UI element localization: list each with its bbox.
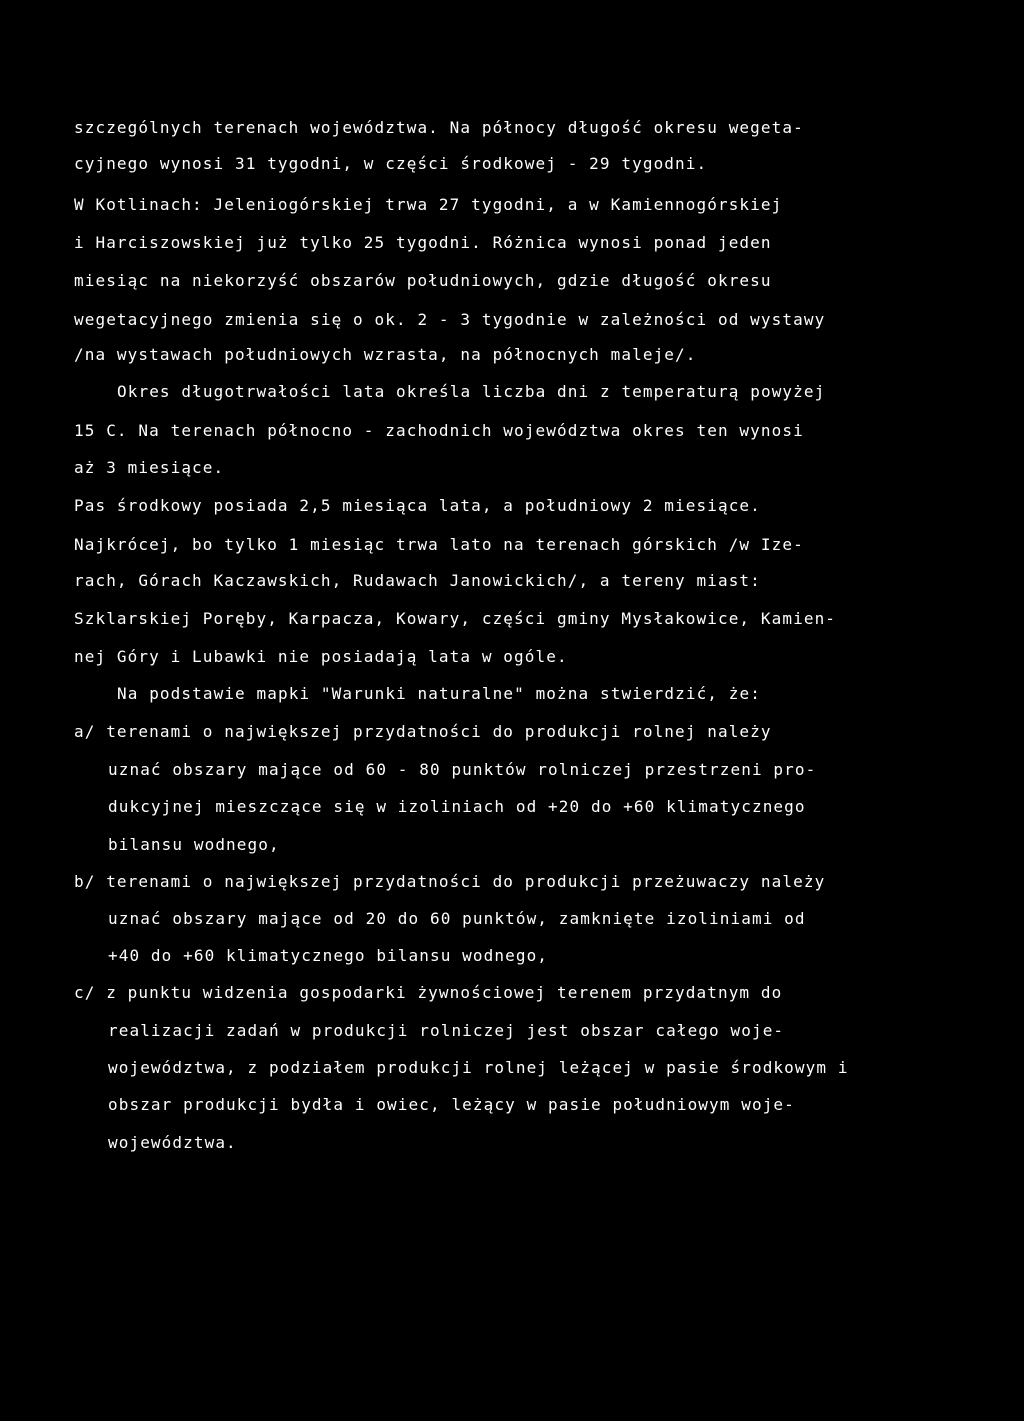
text-line: szczególnych terenach województwa. Na północy długość okresu wegeta- — [74, 118, 804, 137]
text-line: +40 do +60 klimatycznego bilansu wodnego, — [108, 946, 549, 965]
text-line: i Harciszowskiej już tylko 25 tygodni. Różnica wynosi ponad jeden — [74, 233, 772, 252]
text-line: dukcyjnej mieszczące się w izoliniach od +20 do +60 klimatycznego — [108, 797, 806, 816]
text-line: cyjnego wynosi 31 tygodni, w części środkowej - 29 tygodni. — [74, 154, 708, 173]
text-line: wegetacyjnego zmienia się o ok. 2 - 3 tygodnie w zależności od wystawy — [74, 310, 826, 329]
text-line: /na wystawach południowych wzrasta, na północnych maleje/. — [74, 345, 697, 364]
text-line: bilansu wodnego, — [108, 835, 280, 854]
text-line: województwa. — [108, 1133, 237, 1152]
text-line: b/ terenami o największej przydatności do produkcji przeżuwaczy należy — [74, 872, 826, 891]
text-line: 15 C. Na terenach północno - zachodnich województwa okres ten wynosi — [74, 421, 804, 440]
text-line: Pas środkowy posiada 2,5 miesiąca lata, a południowy 2 miesiące. — [74, 496, 761, 515]
text-line: Okres długotrwałości lata określa liczba dni z temperaturą powyżej — [117, 382, 826, 401]
text-line: a/ terenami o największej przydatności do produkcji rolnej należy — [74, 722, 772, 741]
text-line: miesiąc na niekorzyść obszarów południowych, gdzie długość okresu — [74, 271, 772, 290]
text-line: aż 3 miesiące. — [74, 458, 225, 477]
text-line: Najkrócej, bo tylko 1 miesiąc trwa lato na terenach górskich /w Ize- — [74, 535, 804, 554]
text-line: nej Góry i Lubawki nie posiadają lata w ogóle. — [74, 647, 568, 666]
text-line: W Kotlinach: Jeleniogórskiej trwa 27 tygodni, a w Kamiennogórskiej — [74, 195, 783, 214]
text-line: uznać obszary mające od 20 do 60 punktów, zamknięte izoliniami od — [108, 909, 806, 928]
text-line: realizacji zadań w produkcji rolniczej jest obszar całego woje- — [108, 1021, 785, 1040]
text-line: województwa, z podziałem produkcji rolnej leżącej w pasie środkowym i — [108, 1058, 849, 1077]
text-line: Na podstawie mapki "Warunki naturalne" można stwierdzić, że: — [117, 684, 761, 703]
text-line: obszar produkcji bydła i owiec, leżący w pasie południowym woje- — [108, 1095, 795, 1114]
text-line: Szklarskiej Poręby, Karpacza, Kowary, części gminy Mysłakowice, Kamien- — [74, 609, 837, 628]
text-line: rach, Górach Kaczawskich, Rudawach Janowickich/, a tereny miast: — [74, 571, 761, 590]
text-line: uznać obszary mające od 60 - 80 punktów rolniczej przestrzeni pro- — [108, 760, 817, 779]
text-line: c/ z punktu widzenia gospodarki żywnościowej terenem przydatnym do — [74, 983, 783, 1002]
